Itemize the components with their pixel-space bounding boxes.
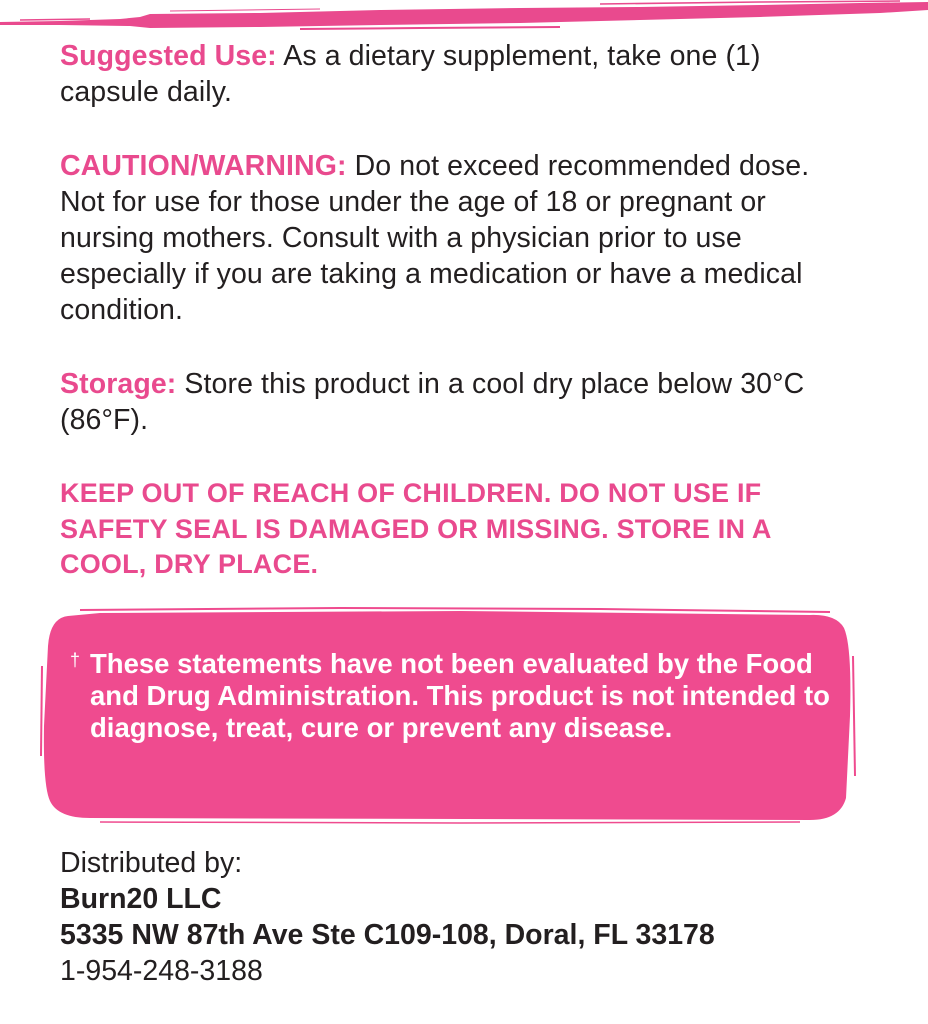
caution-text: Do not exceed recommended dose. Not for use for those under the age of 18 or pregnant or nursing mothers. Consult with a physician prior to use especially if you are taking a medication or have a medical condition. (60, 150, 810, 326)
distributed-by-label: Distributed by: (60, 847, 243, 879)
dagger-symbol: † (70, 650, 81, 670)
caution-label: CAUTION/WARNING: (60, 150, 347, 182)
suggested-use-text: As a dietary supplement, take one (1) capsule daily. (60, 40, 761, 108)
storage-text: Store this product in a cool dry place below 30°C (86°F). (60, 368, 805, 436)
fda-disclaimer-text: These statements have not been evaluated by the Food and Drug Administration. This product is not intended to diagnose, treat, cure or prevent any disease. (90, 648, 830, 743)
company-name: Burn20 LLC (60, 883, 222, 915)
company-address: 5335 NW 87th Ave Ste C109-108, Doral, FL 33178 (60, 919, 715, 951)
storage-paragraph (60, 366, 860, 438)
caution-paragraph (60, 148, 860, 328)
keep-out-warning: KEEP OUT OF REACH OF CHILDREN. DO NOT USE IF SAFETY SEAL IS DAMAGED OR MISSING. STORE IN A COOL, DRY PLACE. (60, 478, 771, 579)
brush-stroke-top (0, 0, 928, 34)
suggested-use-paragraph (60, 38, 860, 110)
fda-disclaimer-box (40, 606, 856, 824)
suggested-use-label: Suggested Use: (60, 40, 277, 72)
storage-label: Storage: (60, 368, 177, 400)
distributor-block (60, 845, 900, 989)
company-phone: 1-954-248-3188 (60, 955, 263, 987)
